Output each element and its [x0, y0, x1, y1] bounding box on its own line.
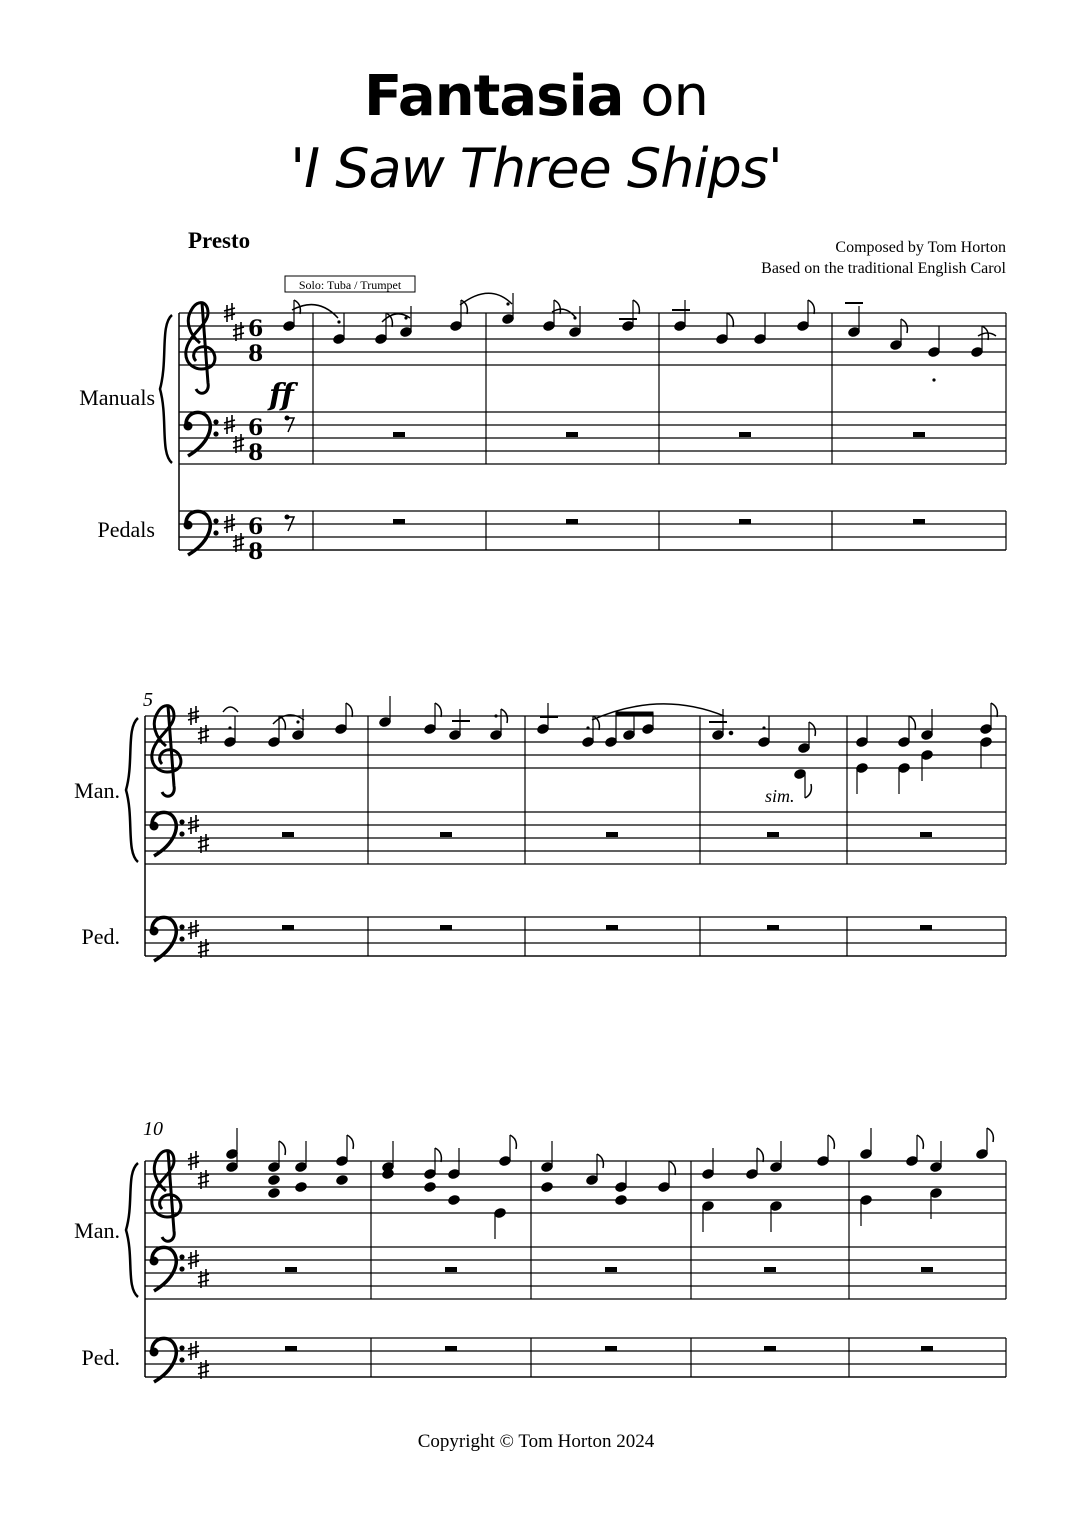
svg-text:8: 8: [248, 341, 264, 367]
bass-clef: [184, 412, 219, 456]
treble-staff-1: [179, 313, 1006, 365]
svg-text:6: 6: [248, 316, 264, 342]
pedal-staff-2: [145, 917, 1006, 956]
bass-clef: [150, 812, 185, 856]
bass-staff-3: [145, 1247, 1006, 1299]
copyright-notice: Copyright © Tom Horton 2024: [417, 1431, 655, 1452]
time-signature: [248, 316, 263, 565]
pedals-label: Ped.: [81, 924, 120, 949]
pedals-label: Pedals: [97, 517, 155, 542]
manuals-label: Man.: [74, 1218, 120, 1243]
svg-text:6: 6: [248, 415, 264, 441]
svg-text:8: 8: [248, 440, 264, 466]
barlines-1: [313, 313, 1006, 550]
treble-clef: [152, 1151, 181, 1242]
svg-text:Solo: Tuba / Trumpet: Solo: Tuba / Trumpet: [298, 278, 402, 292]
key-signature: [188, 706, 209, 958]
manuals-label: Manuals: [79, 385, 155, 410]
articulations-2: [228, 714, 765, 729]
key-signature: [188, 1151, 209, 1379]
dynamic-marking: ff: [269, 378, 294, 413]
sim-marking: sim.: [765, 786, 795, 806]
svg-text:6: 6: [248, 514, 264, 540]
subtitle: 'I Saw Three Ships': [290, 137, 782, 200]
manuals-brace: [126, 1163, 138, 1297]
measure-number: 10: [143, 1118, 163, 1140]
articulations-1: [337, 302, 935, 382]
bass-staff-1: [179, 412, 1006, 464]
pedal-staff-3: [145, 1338, 1006, 1377]
bass-clef: [150, 917, 185, 961]
barlines-3: [371, 1161, 1006, 1377]
tempo-marking: Presto: [188, 228, 251, 253]
key-signature: [224, 303, 244, 552]
title-main-bold: Fantasia: [363, 64, 624, 129]
rests-1: [285, 416, 926, 532]
slurs-1: [292, 293, 996, 336]
composer-credit: Composed by Tom Horton: [835, 239, 1006, 256]
manuals-brace: [126, 718, 138, 862]
manuals-brace: [160, 315, 172, 463]
pedal-staff-1: [179, 511, 1006, 550]
barlines-2: [368, 716, 1006, 956]
system-2: [74, 689, 1006, 961]
based-on-credit: Based on the traditional English Carol: [761, 260, 1006, 277]
svg-text:8: 8: [248, 539, 264, 565]
bass-clef: [184, 511, 219, 555]
title-main-light: on: [623, 64, 709, 129]
bass-clef: [150, 1247, 185, 1291]
solo-box: [285, 276, 415, 292]
melody-notes-2: [224, 696, 998, 798]
bass-staff-2: [145, 812, 1006, 864]
treble-clef: [186, 303, 215, 394]
manuals-label: Man.: [74, 778, 120, 803]
system-1: [79, 276, 1006, 565]
system-3: [74, 1118, 1006, 1382]
bass-clef: [150, 1338, 185, 1382]
treble-clef: [152, 706, 181, 797]
rests-2: [282, 832, 932, 930]
melody-notes-3: [226, 1128, 994, 1239]
melody-notes-1: [283, 293, 989, 358]
measure-number: 5: [143, 689, 153, 711]
pedals-label: Ped.: [81, 1345, 120, 1370]
